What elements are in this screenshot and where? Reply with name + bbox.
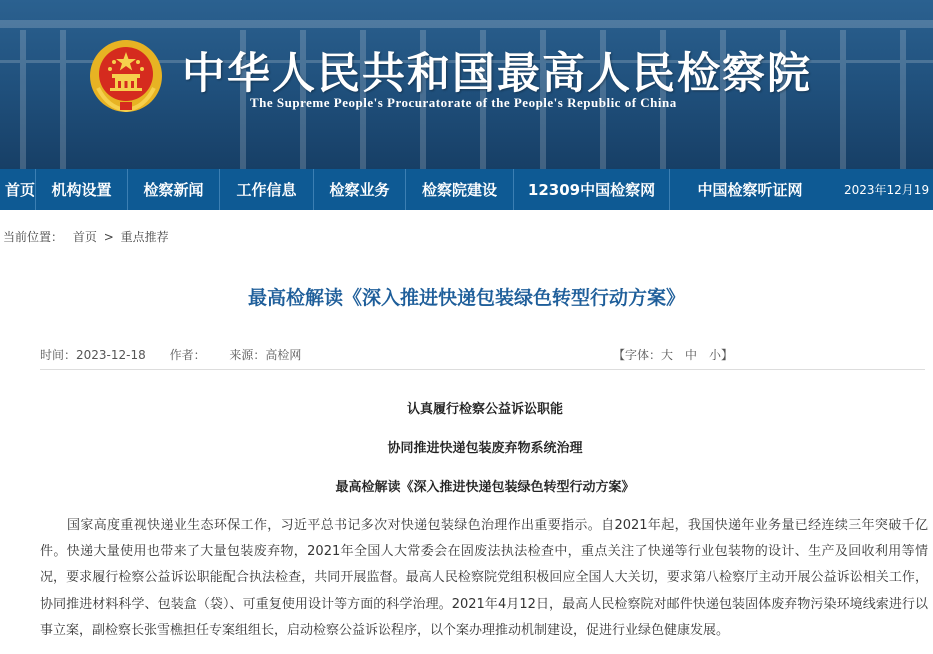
- article-subtitle-1: 认真履行检察公益诉讼职能: [406, 402, 563, 417]
- nav-date: 2023年12月19: [844, 183, 930, 197]
- nav-item-business[interactable]: 检察业务: [314, 169, 406, 210]
- site-title-chinese: 中华人民共和国最高人民检察院: [182, 49, 812, 99]
- main-nav: [0, 169, 933, 210]
- breadcrumb-label: 当前位置：: [3, 230, 64, 244]
- nav-item-work-info[interactable]: 工作信息: [220, 169, 314, 210]
- font-size-small[interactable]: 小】: [708, 348, 733, 362]
- article-meta: [40, 346, 928, 368]
- nav-item-organization[interactable]: 机构设置: [36, 169, 128, 210]
- article-title: 最高检解读《深入推进快递包装绿色转型行动方案》: [247, 287, 685, 309]
- font-size-large[interactable]: 大: [660, 348, 673, 362]
- nav-item-news[interactable]: 检察新闻: [128, 169, 220, 210]
- article-subtitle-2: 协同推进快递包装废弃物系统治理: [387, 441, 583, 456]
- breadcrumb-separator: >: [103, 230, 114, 244]
- article-author: 作者：: [169, 348, 206, 362]
- breadcrumb-home-link[interactable]: 首页: [72, 230, 97, 244]
- article-paragraph: 国家高度重视快递业生态环保工作，习近平总书记多次对快递包装绿色治理作出重要指示。自2021年起，我国快递年业务量已经连续三年突破千亿件。快递大量使用也带来了大量包装废弃物，2021年全国人大常委会在固废法执法检查中，重点关注了快递等行业包装物的设计、生产及回收利用等情况，要求履行检察公益诉讼职能配合执法检查，共同开展监督。最高人民检察院党组积极回应全国人大关切，要求第八检察厅主动开展公益诉讼相关工作，协同推进材料科学、包装盒（袋）、可重复使用设计等方面的科学治理。2021年4月12日，最高人民检察院对邮件快递包装固体废弃物污染环境线索进行以事立案，副检察长张雪樵担任专案组组长，启动检察公益诉讼程序，以个案办理推动机制建设，促进行业绿色健康发展。: [40, 518, 928, 638]
- article-time: 时间：2023-12-18: [40, 348, 146, 362]
- font-size-controls: [613, 346, 733, 363]
- breadcrumb: [3, 228, 169, 245]
- national-emblem-icon: [88, 38, 164, 114]
- font-size-medium[interactable]: 中: [684, 348, 697, 362]
- nav-item-construction[interactable]: 检察院建设: [406, 169, 514, 210]
- article-subtitle-3: 最高检解读《深入推进快递包装绿色转型行动方案》: [335, 480, 635, 495]
- nav-item-hearing[interactable]: 中国检察听证网: [697, 181, 803, 199]
- site-banner: [0, 0, 933, 169]
- breadcrumb-current-link[interactable]: 重点推荐: [120, 230, 169, 244]
- site-title-english: The Supreme People's Procuratorate of the People's Republic of China: [250, 95, 677, 110]
- nav-item-home[interactable]: 首页: [0, 169, 36, 210]
- nav-item-12309[interactable]: 12309中国检察网: [514, 169, 670, 210]
- meta-divider: [40, 369, 925, 370]
- font-size-label: 【字体：: [612, 348, 661, 362]
- article-source: 来源：高检网: [229, 348, 302, 362]
